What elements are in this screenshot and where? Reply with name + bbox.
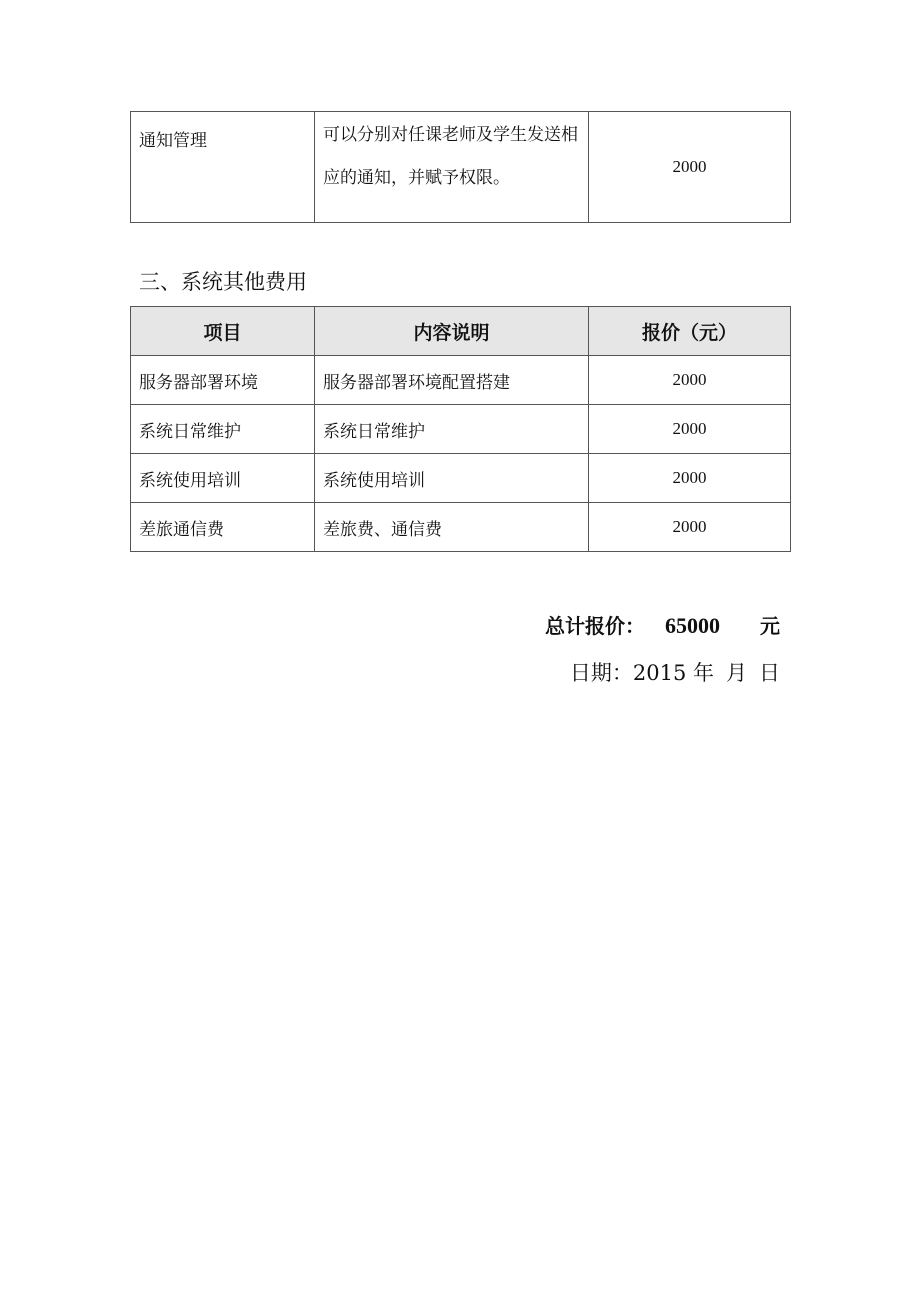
description-cell: 系统使用培训 [315, 454, 589, 503]
table-header-row [131, 307, 791, 356]
table-row [131, 503, 791, 552]
description-cell: 差旅费、通信费 [315, 503, 589, 552]
description-cell: 服务器部署环境配置搭建 [315, 356, 589, 405]
section-heading: 三、系统其他费用 [139, 270, 307, 294]
total-amount: 65000 [665, 613, 720, 638]
date-label: 日期： [569, 661, 633, 685]
column-header-description: 内容说明 [315, 307, 589, 356]
item-cell: 系统使用培训 [131, 454, 315, 503]
date-day-unit: 日 [759, 661, 780, 685]
total-price-line [545, 610, 780, 639]
price-cell: 2000 [589, 356, 791, 405]
price-cell: 2000 [589, 112, 791, 223]
item-cell: 差旅通信费 [131, 503, 315, 552]
description-cell: 系统日常维护 [315, 405, 589, 454]
feature-table-continued [130, 111, 791, 223]
item-cell: 通知管理 [131, 112, 315, 223]
date-year-unit: 年 [693, 661, 714, 685]
description-cell: 可以分别对任课老师及学生发送相应的通知，并赋予权限。 [315, 112, 589, 223]
other-fees-table [130, 306, 791, 552]
date-month-unit: 月 [726, 661, 747, 685]
price-cell: 2000 [589, 405, 791, 454]
price-cell: 2000 [589, 503, 791, 552]
total-unit: 元 [760, 614, 780, 638]
item-cell: 系统日常维护 [131, 405, 315, 454]
date-line [570, 657, 780, 687]
table-row [131, 112, 791, 223]
column-header-item: 项目 [131, 307, 315, 356]
total-label: 总计报价： [545, 614, 645, 638]
column-header-price: 报价（元） [589, 307, 791, 356]
price-cell: 2000 [589, 454, 791, 503]
table-row [131, 454, 791, 503]
table-row [131, 356, 791, 405]
table-row [131, 405, 791, 454]
item-cell: 服务器部署环境 [131, 356, 315, 405]
date-year: 2015 [632, 661, 687, 685]
